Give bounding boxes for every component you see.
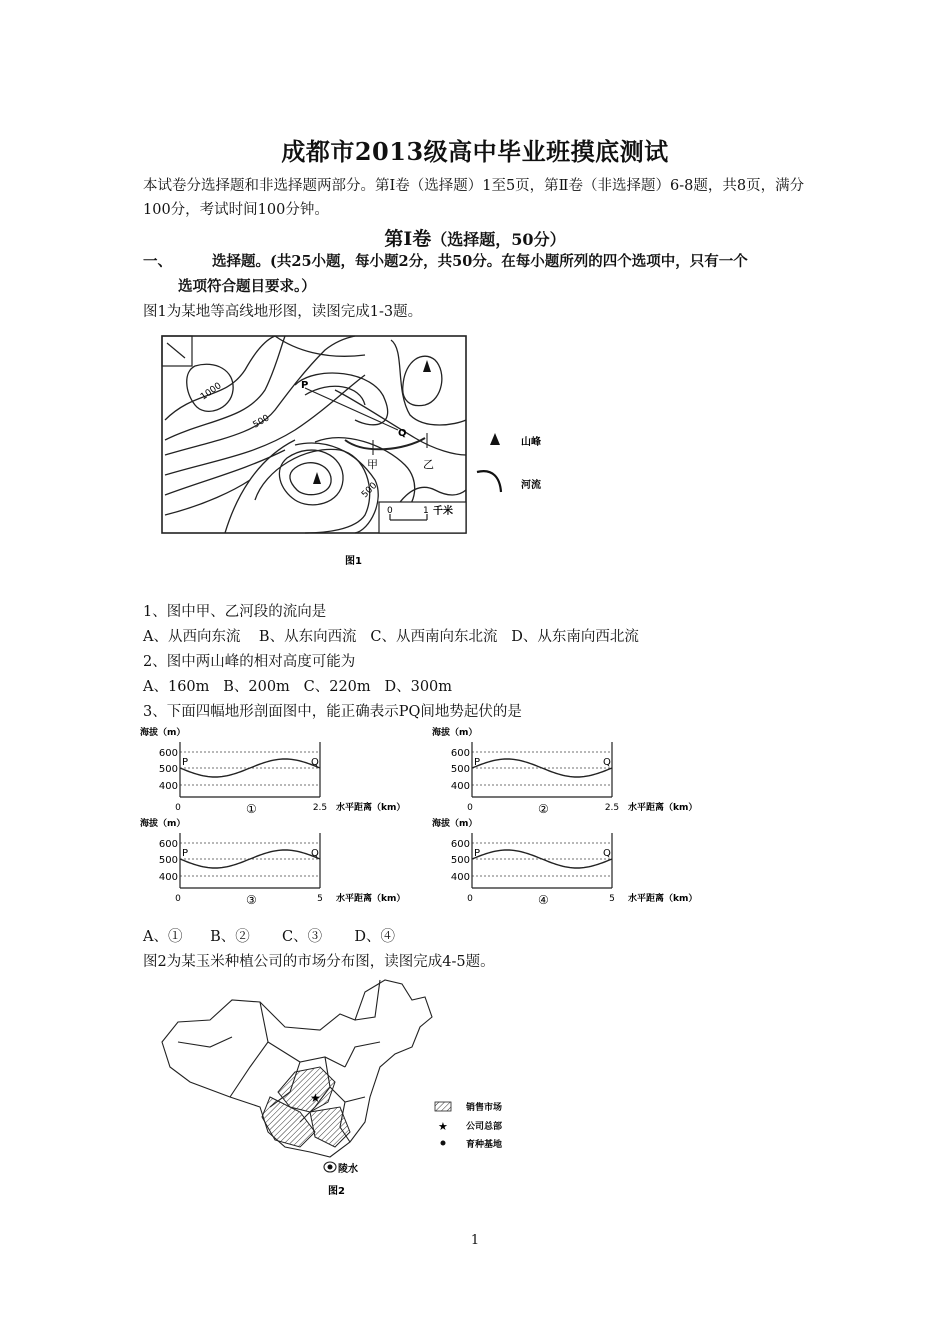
page-title: 成都市2013级高中毕业班摸底测试 [281, 137, 669, 166]
part-number: 一、 [143, 253, 172, 270]
contour-map-figure [155, 330, 575, 575]
x-axis-label: 水平距离（km） [628, 894, 698, 904]
fig2-caption: 图2 [328, 1186, 345, 1197]
section-title-sub: （选择题，50分） [431, 230, 566, 249]
profile-y-label: 海拔（m） [140, 728, 186, 738]
profile-chart-3 [140, 816, 440, 906]
profile-chart-4 [432, 816, 732, 906]
profile-number: ① [246, 802, 257, 815]
point-q-label: Q [603, 848, 611, 859]
point-p-label: P [182, 757, 189, 768]
legend-peak-icon [490, 433, 500, 445]
x-axis-label: 水平距离（km） [336, 803, 406, 813]
y-tick-label: 400 [158, 781, 178, 792]
point-jia-label: 甲 [367, 458, 378, 471]
legend-hq-star-icon: ★ [438, 1120, 448, 1133]
section-title [0, 224, 950, 251]
point-q-label: Q [603, 757, 611, 768]
q3-stem: 3、下面四幅地形剖面图中，能正确表示PQ间地势起伏的是 [143, 704, 522, 720]
point-p-label: P [474, 757, 481, 768]
china-map-figure [150, 972, 570, 1202]
point-q-label: Q [311, 848, 319, 859]
contour-label-500: 500 [251, 413, 272, 431]
hq-star-icon: ★ [310, 1091, 321, 1105]
page-number: 1 [470, 1233, 480, 1248]
legend-base-dot [441, 1141, 446, 1146]
point-q-label: Q [398, 428, 407, 439]
profile-y-label: 海拔（m） [140, 819, 186, 829]
y-tick-label: 500 [450, 855, 470, 866]
profile-y-label: 海拔（m） [432, 819, 478, 829]
x-tick-end: 2.5 [312, 803, 328, 813]
peak-icon [423, 360, 431, 372]
place-label-lingshui: 陵水 [338, 1164, 358, 1175]
legend-base-label: 育种基地 [466, 1140, 503, 1150]
y-tick-label: 500 [158, 764, 178, 775]
contour-label-500: 500 [360, 480, 380, 501]
x-tick-end: 5 [317, 894, 323, 904]
x-tick-start: 0 [175, 894, 181, 904]
y-tick-label: 500 [158, 855, 178, 866]
profile-chart-2 [432, 725, 732, 815]
y-tick-label: 500 [450, 764, 470, 775]
peak-icon [313, 472, 321, 484]
point-yi-label: 乙 [423, 458, 434, 471]
legend-hq-label: 公司总部 [466, 1122, 503, 1132]
x-tick-start: 0 [467, 803, 473, 813]
profile-number: ③ [246, 893, 257, 906]
contour-label-1000: 1000 [198, 381, 224, 403]
q3-options: A、① B、② C、③ D、④ [143, 929, 396, 945]
profile-y-label: 海拔（m） [432, 728, 478, 738]
legend-river-label: 河流 [521, 480, 541, 491]
point-p-label: P [301, 380, 309, 391]
x-tick-end: 5 [609, 894, 615, 904]
y-tick-label: 400 [158, 872, 178, 883]
x-axis-label: 水平距离（km） [628, 803, 698, 813]
pq-line [305, 388, 398, 430]
x-tick-end: 2.5 [604, 803, 620, 813]
q1-options: A、从西向东流 B、从东向西流 C、从西南向东北流 D、从东南向西北流 [143, 629, 639, 645]
point-p-label: P [182, 848, 189, 859]
fig1-intro: 图1为某地等高线地形图，读图完成1-3题。 [143, 304, 423, 320]
legend-market-swatch [435, 1102, 451, 1111]
point-q-label: Q [311, 757, 319, 768]
y-tick-label: 600 [450, 839, 470, 850]
breeding-base-dot [328, 1165, 333, 1170]
y-tick-label: 400 [450, 872, 470, 883]
point-p-label: P [474, 848, 481, 859]
profile-number: ② [538, 802, 549, 815]
part-instructions-line1: 选择题。(共25小题，每小题2分，共50分。在每小题所列的四个选项中，只有一个 [212, 253, 748, 270]
x-axis-label: 水平距离（km） [336, 894, 406, 904]
legend-river-icon [477, 471, 501, 492]
part-instructions-line2: 选项符合题目要求。） [178, 278, 316, 295]
section-title-main: 第Ⅰ卷 [384, 228, 432, 250]
intro-text: 本试卷分选择题和非选择题两部分。第Ⅰ卷（选择题）1至5页，第Ⅱ卷（非选择题）6-8题，共8页，满分100分，考试时间100分钟。 [143, 178, 805, 218]
y-tick-label: 400 [450, 781, 470, 792]
q1-stem: 1、图中甲、乙河段的流向是 [143, 604, 327, 620]
profile-chart-1 [140, 725, 440, 815]
scale-one: 1 [423, 506, 429, 516]
north-arrow-icon [167, 343, 185, 358]
legend-market-label: 销售市场 [466, 1103, 503, 1113]
profile-number: ④ [538, 893, 549, 906]
q2-stem: 2、图中两山峰的相对高度可能为 [143, 654, 356, 670]
x-tick-start: 0 [175, 803, 181, 813]
y-tick-label: 600 [450, 748, 470, 759]
q2-options: A、160m B、200m C、220m D、300m [143, 679, 453, 695]
market-region [310, 1107, 350, 1147]
x-tick-start: 0 [467, 894, 473, 904]
scale-unit: 千米 [433, 506, 453, 517]
legend-peak-label: 山峰 [521, 437, 541, 448]
y-tick-label: 600 [158, 839, 178, 850]
fig1-caption: 图1 [345, 556, 362, 567]
fig2-intro: 图2为某玉米种植公司的市场分布图，读图完成4-5题。 [143, 954, 495, 970]
y-tick-label: 600 [158, 748, 178, 759]
scale-zero: 0 [387, 506, 393, 516]
